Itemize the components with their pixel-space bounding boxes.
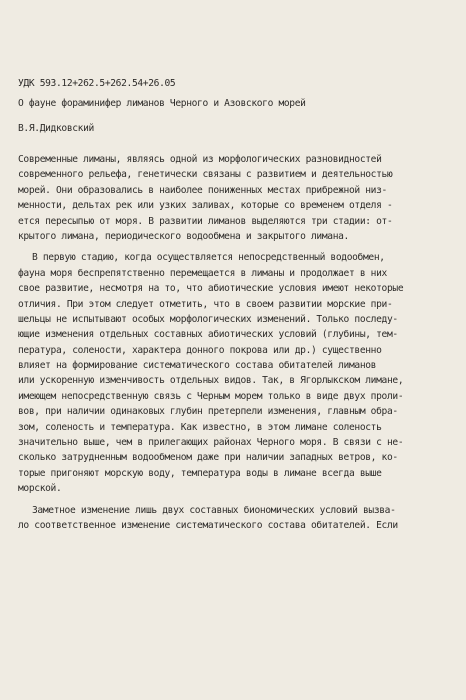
article-body [18, 152, 458, 533]
udc-code: УДК 593.12+262.5+262.54+26.05 [18, 78, 176, 89]
body-line: В первую стадию, когда осуществляется непосредственный водообмен, [32, 252, 385, 264]
body-line: зом, соленость и температура. Как известно, в этом лимане соленость [18, 421, 382, 433]
body-line: фауна моря беспрепятственно перемещается в лиманы и продолжает в них [18, 267, 387, 279]
body-line: менности, дельтах рек или узких заливах, которые со временем отделя - [18, 200, 393, 212]
body-line: морей. Они образовались в наиболее пониженных местах прибрежной низ- [18, 184, 387, 196]
body-line: торые пригоняют морскую воду, температура воды в лимане всегда выше [18, 467, 382, 479]
body-line: имеющем непосредственную связь с Черным морем только в виде двух проли- [18, 390, 404, 402]
body-line: крытого лимана, периодического водообмена и закрытого лимана. [18, 230, 349, 242]
body-line: или ускоренную изменчивость отдельных видов. Так, в Ягорлыкском лимане, [18, 375, 404, 387]
article-title: О фауне фораминифер лиманов Черного и Азовского морей [18, 98, 306, 109]
body-line: влияет на формирование систематического состава обитателей лиманов [18, 360, 377, 372]
body-line: отличия. При этом следует отметить, что в своем развитии морские при- [18, 298, 393, 310]
body-line: Современные лиманы, являясь одной из морфологических разновидностей [18, 154, 382, 165]
body-line: морской. [18, 483, 62, 495]
body-line: ющие изменения отдельных составных абиотических условий (глубины, тем- [18, 329, 398, 341]
body-line: ло соответственное изменение систематического состава обитателей. Если [18, 519, 398, 531]
body-line: свое развитие, несмотря на то, что абиотические условия имеют некоторые [18, 283, 404, 295]
body-line: современного рельефа, генетически связаны с развитием и деятельностью [18, 169, 393, 181]
author-name: В.Я.Дидковский [18, 123, 94, 134]
body-line: сколько затрудненным водообменом даже при наличии западных ветров, ко- [18, 452, 398, 464]
body-line: Заметное изменение лишь двух составных биономических условий вызва- [32, 504, 396, 516]
body-line: шельцы не испытывают особых морфологических изменений. Только последу- [18, 313, 398, 325]
body-line: вов, при наличии одинаковых глубин претерпели изменения, главным обра- [18, 406, 398, 418]
body-line: ется пересыпью от моря. В развитии лиманов выделяются три стадии: от- [18, 215, 393, 227]
body-line: пература, солености, характера донного покрова или др.) существенно [18, 344, 382, 356]
body-line: значительно выше, чем в прилегающих районах Черного моря. В связи с не- [18, 437, 404, 449]
